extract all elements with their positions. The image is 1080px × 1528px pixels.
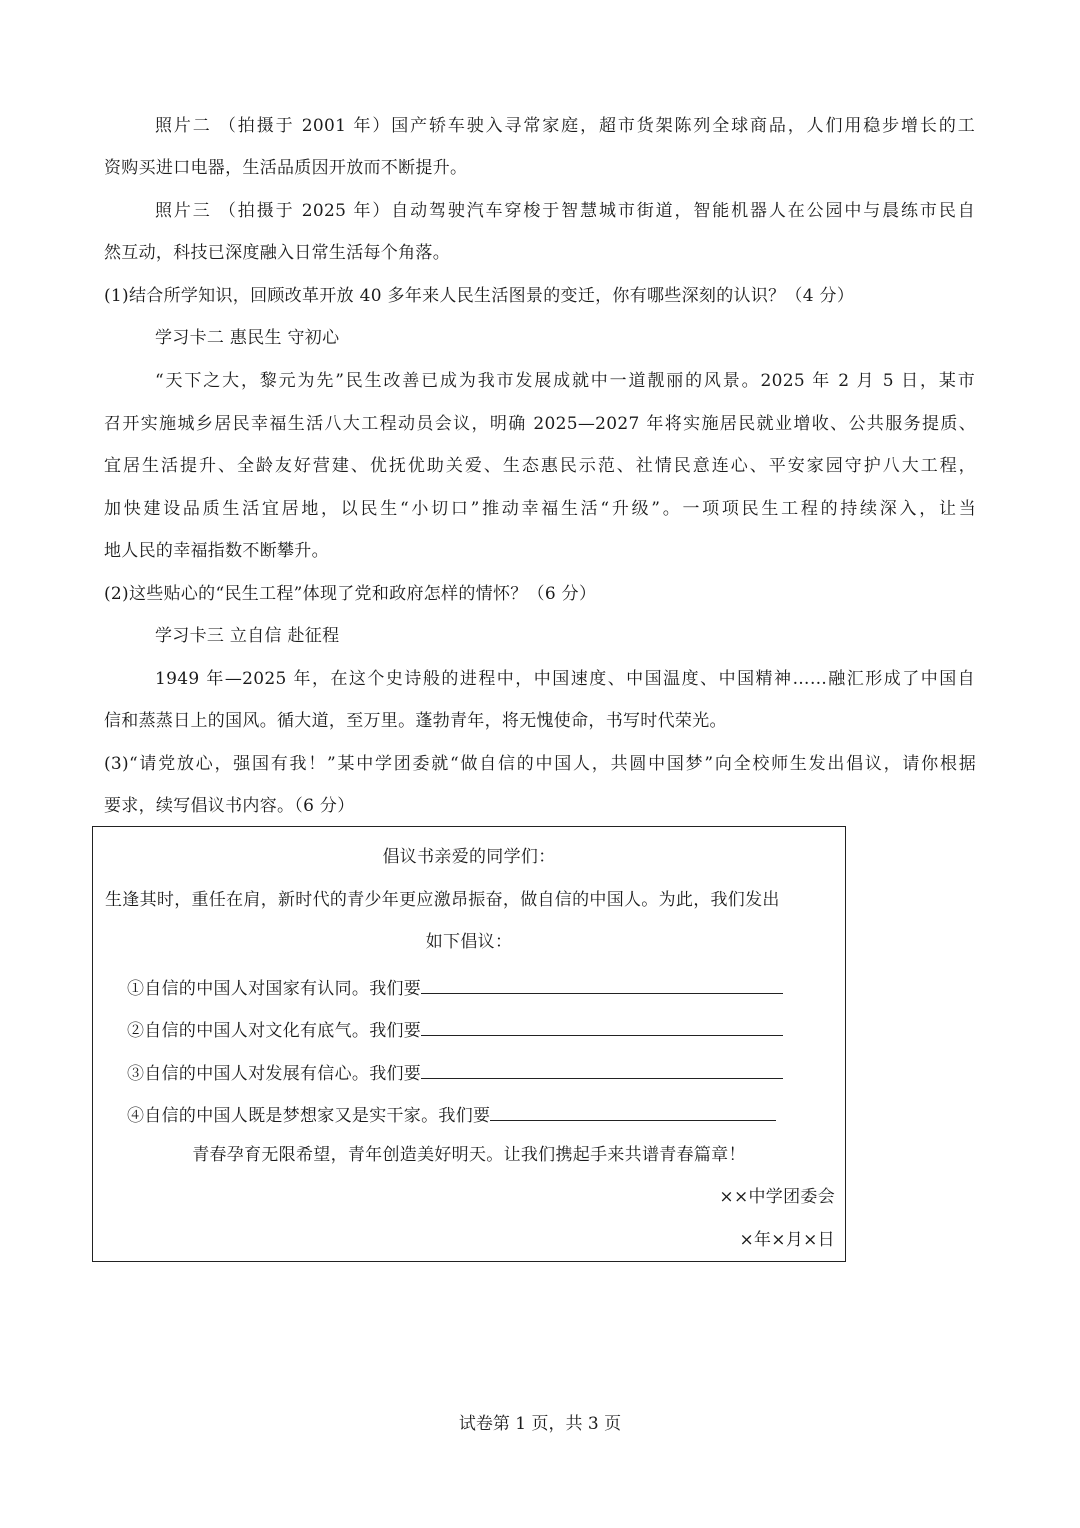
proposal-signature: ××中学团委会 <box>719 1187 835 1207</box>
proposal-item-label: ②自信的中国人对文化有底气。我们要 <box>127 1021 422 1041</box>
question-3-line2: 要求，续写倡议书内容。（6 分） <box>104 796 355 816</box>
proposal-intro-line1: 生逢其时，重任在肩，新时代的青少年更应激昂振奋，做自信的中国人。为此，我们发出 <box>105 890 780 910</box>
proposal-item-1 <box>127 973 783 1001</box>
photo3-line1: 照片三 （拍摄于 2025 年）自动驾驶汽车穿梭于智慧城市街道，智能机器人在公园中与晨练市民自 <box>155 201 975 221</box>
photo3-line2: 然互动，科技已深度融入日常生活每个角落。 <box>104 243 450 263</box>
card3-para-line: 信和蒸蒸日上的国风。循大道，至万里。蓬勃青年，将无愧使命，书写时代荣光。 <box>104 711 727 731</box>
proposal-item-label: ③自信的中国人对发展有信心。我们要 <box>127 1064 422 1084</box>
card2-title: 学习卡二 惠民生 守初心 <box>155 328 340 348</box>
question-1: (1)结合所学知识，回顾改革开放 40 多年来人民生活图景的变迁，你有哪些深刻的认识？（4 分） <box>104 286 855 306</box>
photo2-line2: 资购买进口电器，生活品质因开放而不断提升。 <box>104 158 468 178</box>
answer-blank-3[interactable] <box>421 1058 783 1079</box>
proposal-item-label: ①自信的中国人对国家有认同。我们要 <box>127 979 422 999</box>
card2-para-line: “天下之大，黎元为先”民生改善已成为我市发展成就中一道靓丽的风景。2025 年 2 月 5 日，某市 <box>155 371 975 391</box>
card3-title: 学习卡三 立自信 赴征程 <box>155 626 340 646</box>
question-3-line1: (3)“请党放心，强国有我！”某中学团委就“做自信的中国人，共圆中国梦”向全校师生发出倡议，请你根据 <box>104 754 976 774</box>
answer-blank-1[interactable] <box>421 973 783 994</box>
card2-para-line: 加快建设品质生活宜居地，以民生“小切口”推动幸福生活“升级”。一项项民生工程的持续深入，让当 <box>104 499 976 519</box>
proposal-box <box>92 826 846 1262</box>
answer-blank-2[interactable] <box>421 1015 783 1036</box>
proposal-item-4 <box>127 1100 776 1128</box>
proposal-item-label: ④自信的中国人既是梦想家又是实干家。我们要 <box>127 1106 491 1126</box>
card2-para-line: 召开实施城乡居民幸福生活八大工程动员会议，明确 2025—2027 年将实施居民就业增收、公共服务提质、 <box>104 414 976 434</box>
card2-para-line: 宜居生活提升、全龄友好营建、优抚优助关爱、生态惠民示范、社情民意连心、平安家园守护八大工程， <box>104 456 976 476</box>
proposal-intro-line2: 如下倡议： <box>425 932 513 952</box>
proposal-heading: 倡议书亲爱的同学们： <box>382 847 556 867</box>
question-2: (2)这些贴心的“民生工程”体现了党和政府怎样的情怀？（6 分） <box>104 584 597 604</box>
answer-blank-4[interactable] <box>490 1100 776 1121</box>
proposal-item-3 <box>127 1058 783 1086</box>
photo2-line1: 照片二 （拍摄于 2001 年）国产轿车驶入寻常家庭，超市货架陈列全球商品，人们用稳步增长的工 <box>155 116 975 136</box>
card3-para-line: 1949 年—2025 年，在这个史诗般的进程中，中国速度、中国温度、中国精神……融汇形成了中国自 <box>155 669 975 689</box>
proposal-closing: 青春孕育无限希望，青年创造美好明天。让我们携起手来共谱青春篇章！ <box>192 1145 746 1165</box>
card2-para-line: 地人民的幸福指数不断攀升。 <box>104 541 329 561</box>
proposal-date: ×年×月×日 <box>739 1230 835 1250</box>
proposal-item-2 <box>127 1015 783 1043</box>
page-footer: 试卷第 1 页，共 3 页 <box>458 1414 622 1434</box>
